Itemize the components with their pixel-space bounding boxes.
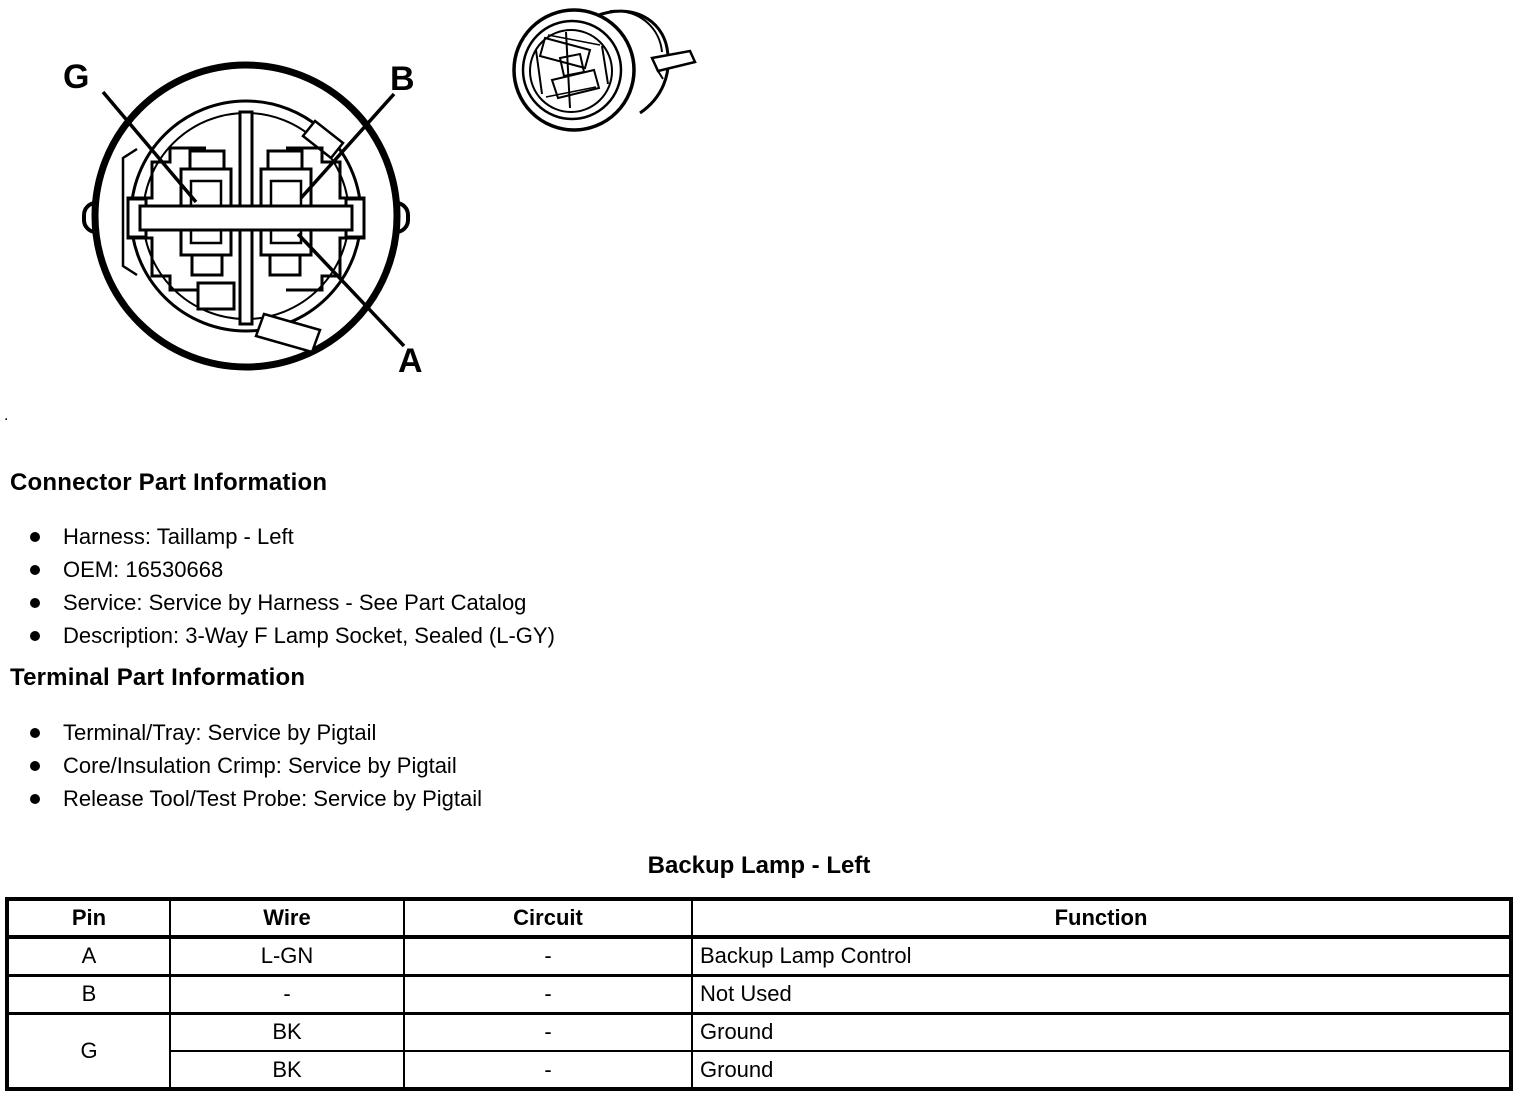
pin-label-b: B: [390, 60, 415, 98]
terminal-part-info-list: [30, 716, 482, 815]
bullet-icon: [30, 532, 40, 542]
connector-face-view: [63, 58, 423, 380]
table-header-row: [7, 899, 1511, 937]
cell-circuit: -: [404, 937, 692, 975]
list-item: [30, 619, 555, 652]
col-header-circuit: Circuit: [404, 899, 692, 937]
list-item: [30, 749, 482, 782]
cell-pin: G: [7, 1013, 170, 1089]
bullet-icon: [30, 728, 40, 738]
bullet-icon: [30, 565, 40, 575]
cell-function: Ground: [692, 1013, 1511, 1051]
col-header-pin: Pin: [7, 899, 170, 937]
list-item: [30, 553, 555, 586]
center-bar-horizontal: [140, 206, 352, 230]
bullet-icon: [30, 761, 40, 771]
pinout-table: [5, 897, 1513, 1091]
bullet-icon: [30, 598, 40, 608]
col-header-function: Function: [692, 899, 1511, 937]
spec-text: Description: 3-Way F Lamp Socket, Sealed (L-GY): [63, 622, 555, 648]
spec-text: OEM: 16530668: [63, 556, 224, 582]
cell-function: Not Used: [692, 975, 1511, 1013]
bullet-icon: [30, 631, 40, 641]
cell-circuit: -: [404, 1013, 692, 1051]
table-row: [7, 1051, 1511, 1089]
connector-part-info-list: [30, 520, 555, 652]
cell-pin: A: [7, 937, 170, 975]
table-row: [7, 937, 1511, 975]
terminal-part-info-heading: Terminal Part Information: [10, 664, 306, 691]
cell-wire: L-GN: [170, 937, 404, 975]
spec-text: Core/Insulation Crimp: Service by Pigtail: [63, 752, 457, 778]
spec-text: Terminal/Tray: Service by Pigtail: [63, 719, 377, 745]
cell-circuit: -: [404, 1051, 692, 1089]
cell-wire: -: [170, 975, 404, 1013]
col-header-wire: Wire: [170, 899, 404, 937]
list-item: [30, 782, 482, 815]
spec-text: Harness: Taillamp - Left: [63, 523, 294, 549]
cell-circuit: -: [404, 975, 692, 1013]
cell-function: Ground: [692, 1051, 1511, 1089]
stray-mark: .: [4, 407, 9, 424]
list-item: [30, 520, 555, 553]
connector-perspective-view: [514, 10, 695, 130]
cell-function: Backup Lamp Control: [692, 937, 1511, 975]
bullet-icon: [30, 794, 40, 804]
table-row: [7, 975, 1511, 1013]
pin-label-a: A: [398, 342, 423, 380]
cell-pin: B: [7, 975, 170, 1013]
center-bar-vertical-bottom: [240, 229, 252, 324]
pinout-table-title: Backup Lamp - Left: [647, 852, 871, 879]
connector-part-info-heading: Connector Part Information: [10, 469, 328, 496]
pin-label-g: G: [63, 58, 90, 96]
list-item: [30, 716, 482, 749]
connector-diagram: [0, 0, 760, 430]
list-item: [30, 586, 555, 619]
spec-text: Service: Service by Harness - See Part Catalog: [63, 589, 527, 615]
table-row: [7, 1013, 1511, 1051]
center-bar-vertical-top: [240, 112, 252, 207]
cell-wire: BK: [170, 1013, 404, 1051]
spec-text: Release Tool/Test Probe: Service by Pigtail: [63, 785, 483, 811]
cell-wire: BK: [170, 1051, 404, 1089]
